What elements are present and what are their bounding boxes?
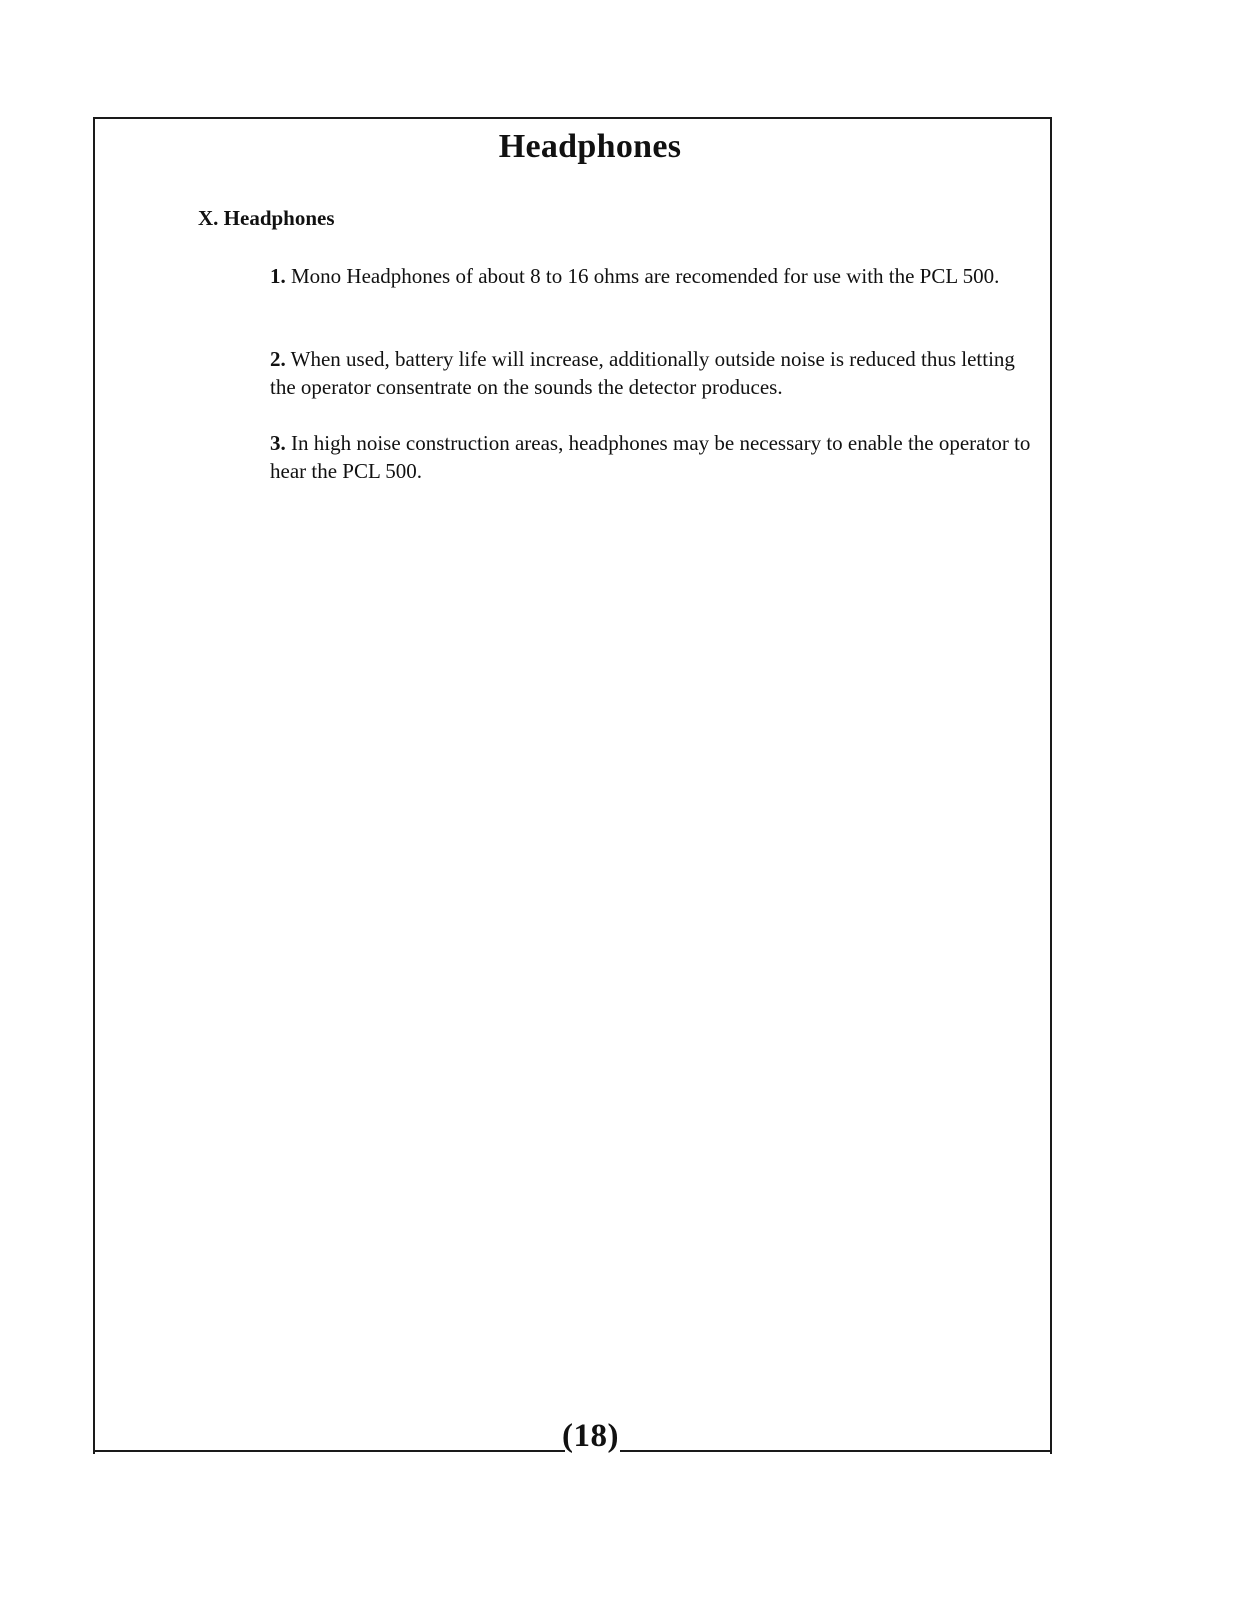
- section-heading: X. Headphones: [198, 206, 335, 230]
- bottom-border-left: [95, 1450, 565, 1452]
- list-item-3: [270, 429, 1045, 485]
- item-text: When used, battery life will increase, additionally outside noise is reduced thus letting the operator consentrate on the sounds the detector produces.: [270, 347, 1015, 399]
- list-item-1: [270, 262, 1045, 290]
- item-text: Mono Headphones of about 8 to 16 ohms are recomended for use with the PCL 500.: [291, 264, 1000, 288]
- page-border-frame: [93, 117, 1052, 1454]
- item-number: 2.: [270, 347, 286, 371]
- item-number: 3.: [270, 431, 286, 455]
- page-number: (18): [562, 1418, 619, 1454]
- page-title: Headphones: [498, 128, 682, 165]
- bottom-border-right: [620, 1450, 1052, 1452]
- item-text: In high noise construction areas, headphones may be necessary to enable the operator to hear the PCL 500.: [270, 431, 1031, 483]
- list-item-2: [270, 345, 1045, 401]
- item-number: 1.: [270, 264, 286, 288]
